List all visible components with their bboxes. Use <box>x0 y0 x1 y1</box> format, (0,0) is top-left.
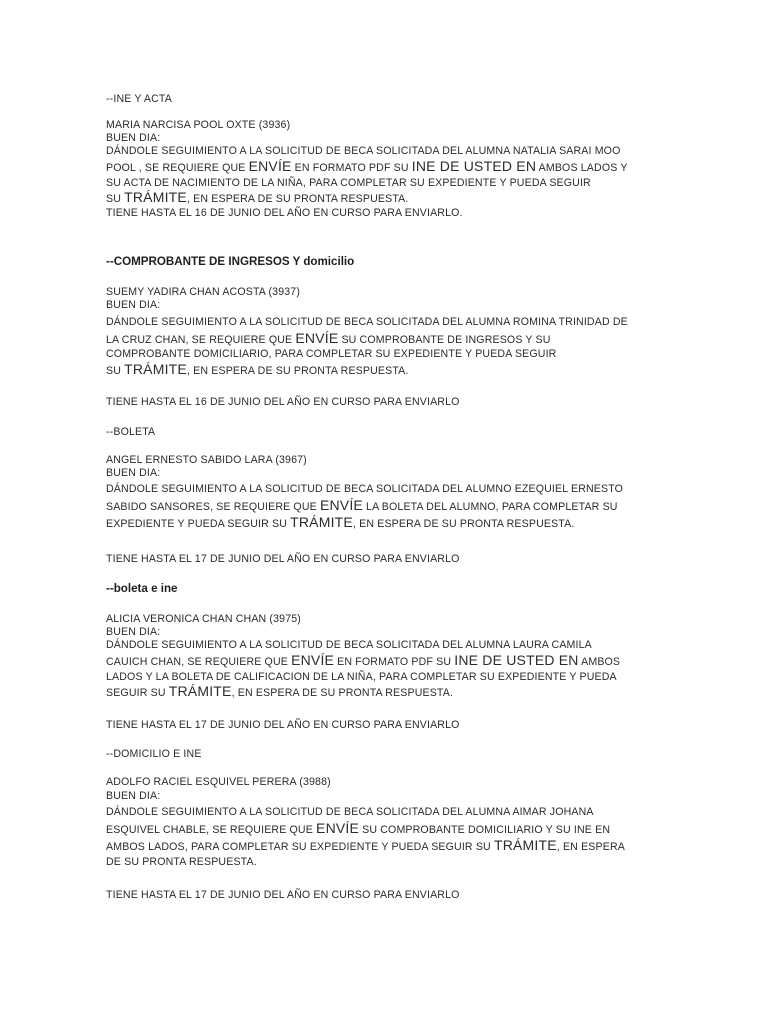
body-line: DÁNDOLE SEGUIMIENTO A LA SOLICITUD DE BECA SOLICITADA DEL ALUMNO EZEQUIEL ERNESTO <box>106 483 624 495</box>
deadline-text: TIENE HASTA EL 16 DE JUNIO DEL AÑO EN CURSO PARA ENVIARLO. <box>106 207 463 219</box>
greeting: BUEN DIA: <box>106 626 161 638</box>
body-line: LADOS Y LA BOLETA DE CALIFICACION DE LA NIÑA, PARA COMPLETAR SU EXPEDIENTE Y PUEDA <box>106 671 617 683</box>
body-line: ESQUIVEL CHABLE, SE REQUIERE QUE ENVÍE SU COMPROBANTE DOMICILIARIO Y SU INE EN <box>106 820 611 836</box>
body-line: COMPROBANTE DOMICILIARIO, PARA COMPLETAR SU EXPEDIENTE Y PUEDA SEGUIR <box>106 348 557 360</box>
deadline-text: TIENE HASTA EL 17 DE JUNIO DEL AÑO EN CURSO PARA ENVIARLO <box>106 553 460 565</box>
body-line: DÁNDOLE SEGUIMIENTO A LA SOLICITUD DE BECA SOLICITADA DEL ALUMNA ROMINA TRINIDAD DE <box>106 316 628 328</box>
section-heading: --boleta e ine <box>106 582 178 595</box>
body-line: CAUICH CHAN, SE REQUIERE QUE ENVÍE EN FORMATO PDF SU INE DE USTED EN AMBOS <box>106 652 621 668</box>
section-heading: --BOLETA <box>106 426 156 438</box>
body-line: SU TRÁMITE, EN ESPERA DE SU PRONTA RESPUESTA. <box>106 361 409 377</box>
applicant-name: ALICIA VERONICA CHAN CHAN (3975) <box>106 613 301 625</box>
section-heading: --DOMICILIO E INE <box>106 748 202 760</box>
deadline-text: TIENE HASTA EL 17 DE JUNIO DEL AÑO EN CURSO PARA ENVIARLO <box>106 889 460 901</box>
body-line: AMBOS LADOS, PARA COMPLETAR SU EXPEDIENTE Y PUEDA SEGUIR SU TRÁMITE, EN ESPERA <box>106 837 625 853</box>
applicant-name: MARIA NARCISA POOL OXTE (3936) <box>106 119 291 131</box>
section-heading: --INE Y ACTA <box>106 93 172 105</box>
body-line: DÁNDOLE SEGUIMIENTO A LA SOLICITUD DE BECA SOLICITADA DEL ALUMNA AIMAR JOHANA <box>106 806 594 818</box>
body-line: SEGUIR SU TRÁMITE, EN ESPERA DE SU PRONTA RESPUESTA. <box>106 683 454 699</box>
deadline-text: TIENE HASTA EL 16 DE JUNIO DEL AÑO EN CURSO PARA ENVIARLO <box>106 396 460 408</box>
greeting: BUEN DIA: <box>106 132 161 144</box>
greeting: BUEN DIA: <box>106 790 161 802</box>
body-line: EXPEDIENTE Y PUEDA SEGUIR SU TRÁMITE, EN ESPERA DE SU PRONTA RESPUESTA. <box>106 514 575 530</box>
deadline-text: TIENE HASTA EL 17 DE JUNIO DEL AÑO EN CURSO PARA ENVIARLO <box>106 719 460 731</box>
greeting: BUEN DIA: <box>106 299 161 311</box>
body-line: SU ACTA DE NACIMIENTO DE LA NIÑA, PARA COMPLETAR SU EXPEDIENTE Y PUEDA SEGUIR <box>106 177 591 189</box>
body-line: DÁNDOLE SEGUIMIENTO A LA SOLICITUD DE BECA SOLICITADA DEL ALUMNA NATALIA SARAI MOO <box>106 145 621 157</box>
applicant-name: SUEMY YADIRA CHAN ACOSTA (3937) <box>106 286 301 298</box>
body-line: LA CRUZ CHAN, SE REQUIERE QUE ENVÍE SU COMPROBANTE DE INGRESOS Y SU <box>106 330 551 346</box>
applicant-name: ANGEL ERNESTO SABIDO LARA (3967) <box>106 454 307 466</box>
section-heading: --COMPROBANTE DE INGRESOS Y domicilio <box>106 255 355 268</box>
body-line: DÁNDOLE SEGUIMIENTO A LA SOLICITUD DE BECA SOLICITADA DEL ALUMNA LAURA CAMILA <box>106 639 592 651</box>
body-line: DE SU PRONTA RESPUESTA. <box>106 856 257 868</box>
body-line: POOL , SE REQUIERE QUE ENVÍE EN FORMATO PDF SU INE DE USTED EN AMBOS LADOS Y <box>106 158 628 174</box>
body-line: SU TRÁMITE, EN ESPERA DE SU PRONTA RESPUESTA. <box>106 189 409 205</box>
greeting: BUEN DIA: <box>106 467 161 479</box>
applicant-name: ADOLFO RACIEL ESQUIVEL PERERA (3988) <box>106 776 331 788</box>
body-line: SABIDO SANSORES, SE REQUIERE QUE ENVÍE LA BOLETA DEL ALUMNO, PARA COMPLETAR SU <box>106 497 618 513</box>
